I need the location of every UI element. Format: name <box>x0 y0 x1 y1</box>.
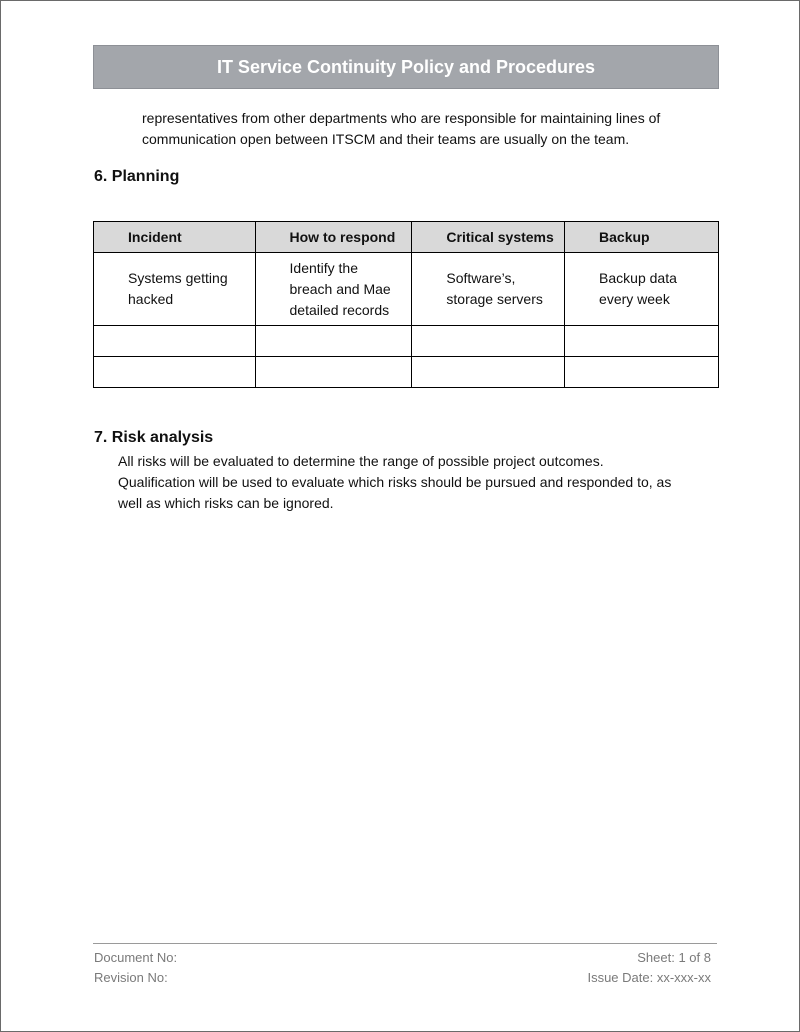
risk-line-2: Qualification will be used to evaluate which risks should be pursued and responded to, as <box>118 474 672 490</box>
sheet-number: Sheet: 1 of 8 <box>637 950 711 965</box>
risk-analysis-paragraph <box>118 451 718 514</box>
intro-line-1: representatives from other departments who are responsible for maintaining lines of <box>142 110 661 126</box>
empty-cell <box>412 326 565 357</box>
empty-cell <box>94 326 256 357</box>
cell-critical-systems <box>412 253 565 326</box>
document-number-label: Document No: <box>94 950 178 965</box>
intro-paragraph <box>142 108 712 150</box>
risk-line-3: well as which risks can be ignored. <box>118 495 334 511</box>
cell-line: detailed records <box>289 301 390 318</box>
table-row <box>94 253 719 326</box>
revision-number-label: Revision No: <box>94 970 168 985</box>
cell-incident <box>94 253 256 326</box>
footer-right <box>587 948 711 988</box>
document-title-bar <box>93 45 719 89</box>
header-backup: Backup <box>565 222 719 253</box>
header-how-to-respond: How to respond <box>255 222 412 253</box>
cell-line: Systems getting <box>128 270 228 286</box>
empty-table-row <box>94 357 719 388</box>
empty-cell <box>565 326 719 357</box>
document-title: IT Service Continuity Policy and Procedures <box>216 56 596 77</box>
cell-backup <box>565 253 719 326</box>
footer-left <box>94 948 177 988</box>
empty-cell <box>94 357 256 388</box>
empty-cell <box>565 357 719 388</box>
table-header-row <box>94 222 719 253</box>
planning-table <box>93 221 719 388</box>
cell-line: Identify the <box>289 259 359 276</box>
issue-date: Issue Date: xx-xxx-xx <box>587 970 711 985</box>
cell-line: Software’s, <box>446 270 516 286</box>
cell-how-to-respond <box>255 253 412 326</box>
header-critical-systems: Critical systems <box>412 222 565 253</box>
intro-line-2: communication open between ITSCM and their teams are usually on the team. <box>142 131 630 147</box>
planning-heading: 6. Planning <box>94 168 180 185</box>
cell-line: breach and Mae <box>289 280 391 297</box>
empty-cell <box>255 326 412 357</box>
cell-line: every week <box>599 291 670 307</box>
cell-line: Backup data <box>599 270 677 286</box>
header-incident: Incident <box>94 222 256 253</box>
empty-cell <box>412 357 565 388</box>
footer-divider <box>93 943 717 944</box>
empty-cell <box>255 357 412 388</box>
empty-table-row <box>94 326 719 357</box>
risk-line-1: All risks will be evaluated to determine the range of possible project outcomes. <box>118 453 604 469</box>
cell-line: storage servers <box>446 291 543 307</box>
cell-line: hacked <box>128 291 174 307</box>
risk-analysis-heading: 7. Risk analysis <box>94 429 214 446</box>
